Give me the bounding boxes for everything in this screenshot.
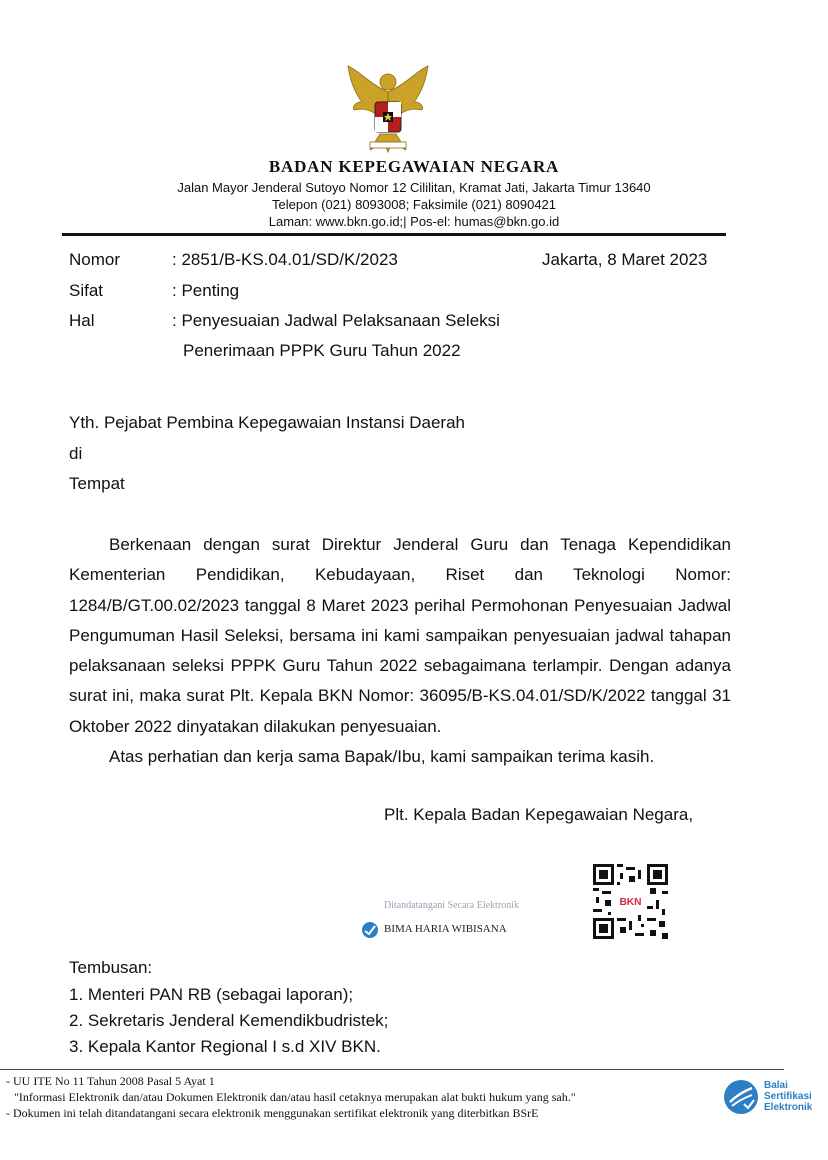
footer-divider bbox=[0, 1069, 784, 1070]
header-divider bbox=[62, 233, 726, 236]
signatory-name: BIMA HARIA WIBISANA bbox=[384, 923, 507, 935]
bsre-text-2: Sertifikasi bbox=[764, 1091, 812, 1102]
e-signed-note: Ditandatangani Secara Elektronik bbox=[384, 900, 519, 911]
org-web: Laman: www.bkn.go.id;| Pos-el: humas@bkn.go.id bbox=[268, 214, 560, 229]
org-phone: Telepon (021) 8093008; Faksimile (021) 8090421 bbox=[271, 197, 557, 212]
letter-body bbox=[69, 530, 731, 772]
list-item: 2. Sekretaris Jenderal Kemendikbudristek; bbox=[69, 1011, 389, 1030]
org-name: BADAN KEPEGAWAIAN NEGARA bbox=[268, 157, 560, 176]
bsre-text-1: Balai bbox=[764, 1080, 788, 1091]
sifat-label: Sifat bbox=[69, 281, 104, 300]
recipient-place: Tempat bbox=[69, 474, 125, 493]
body-paragraph-1: Berkenaan dengan surat Direktur Jenderal Guru dan Tenaga Kependidikan Kementerian Pendidikan, Kebudayaan, Riset dan Teknologi Nomor: 1284/B/GT.00.02/2023 tanggal 8 Maret 2023 perihal Permohonan Penyesuaian Jadwal Pengumuman Hasil Seleksi, bersama ini kami sampaikan penyesuaian jadwal tahapan pelaksanaan seleksi PPPK Guru Tahun 2022 sebagaimana terlampir. Dengan adanya surat ini, maka surat Plt. Kepala BKN Nomor: 36095/B-KS.04.01/SD/K/2022 tanggal 31 Oktober 2022 dinyatakan dilakukan penyesuaian. bbox=[69, 535, 731, 736]
recipient-di: di bbox=[69, 444, 83, 463]
signatory-title: Plt. Kepala Badan Kepegawaian Negara, bbox=[384, 805, 694, 824]
recipient-line: Yth. Pejabat Pembina Kepegawaian Instansi Daerah bbox=[69, 413, 465, 432]
bsre-logo bbox=[722, 1078, 828, 1118]
bsre-logo-icon bbox=[722, 1078, 760, 1116]
footer-law: - UU ITE No 11 Tahun 2008 Pasal 5 Ayat 1 bbox=[6, 1074, 215, 1088]
tembusan-list bbox=[69, 982, 388, 1060]
bsre-seal-icon bbox=[361, 921, 379, 939]
qr-code-icon bbox=[593, 864, 668, 939]
garuda-emblem-icon bbox=[340, 62, 436, 158]
tembusan-heading: Tembusan: bbox=[69, 958, 153, 977]
letter-date: Jakarta, 8 Maret 2023 bbox=[542, 250, 708, 269]
footer-certificate: - Dokumen ini telah ditandatangani secara elektronik menggunakan sertifikat elektronik yang diterbitkan BSrE bbox=[6, 1106, 539, 1120]
qr-center-label: BKN bbox=[619, 896, 642, 908]
body-paragraph-2: Atas perhatian dan kerja sama Bapak/Ibu, kami sampaikan terima kasih. bbox=[109, 747, 655, 767]
list-item: 3. Kepala Kantor Regional I s.d XIV BKN. bbox=[69, 1037, 381, 1056]
hal-value-cont: Penerimaan PPPK Guru Tahun 2022 bbox=[183, 341, 461, 360]
hal-label: Hal bbox=[69, 311, 95, 330]
org-address: Jalan Mayor Jenderal Sutoyo Nomor 12 Cililitan, Kramat Jati, Jakarta Timur 13640 bbox=[177, 180, 651, 195]
list-item: 1. Menteri PAN RB (sebagai laporan); bbox=[69, 985, 354, 1004]
sifat-value: : Penting bbox=[172, 281, 240, 300]
nomor-label: Nomor bbox=[69, 250, 121, 269]
footer-quote: "Informasi Elektronik dan/atau Dokumen Elektronik dan/atau hasil cetaknya merupakan alat bukti hukum yang sah." bbox=[14, 1090, 576, 1104]
hal-value: : Penyesuaian Jadwal Pelaksanaan Seleksi bbox=[172, 311, 500, 330]
nomor-value: : 2851/B-KS.04.01/SD/K/2023 bbox=[172, 250, 398, 269]
bsre-text-3: Elektronik bbox=[764, 1102, 813, 1113]
